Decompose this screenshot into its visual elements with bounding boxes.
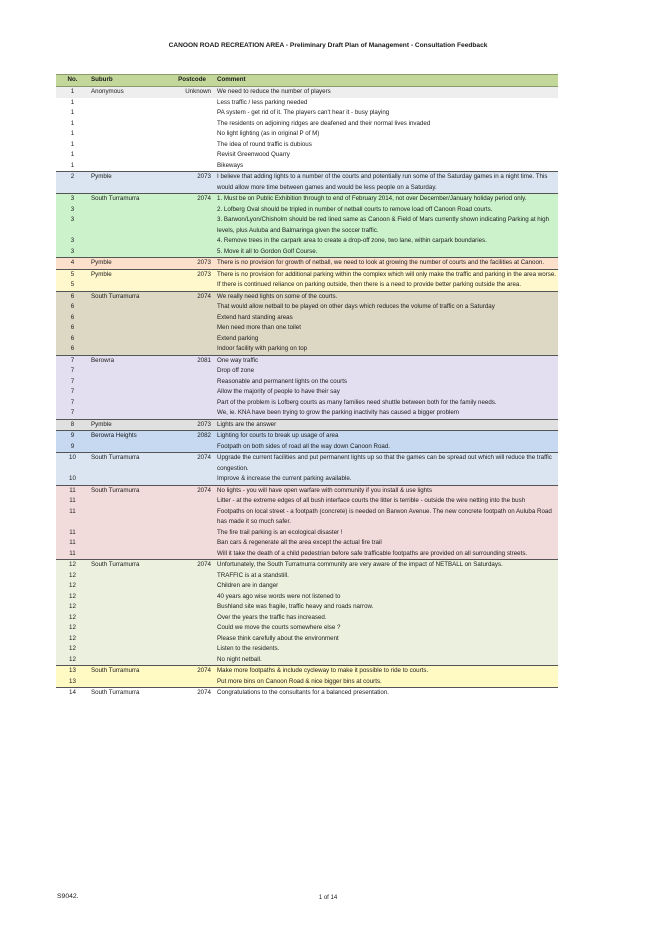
cell-postcode [169, 677, 215, 688]
cell-postcode: 2082 [169, 431, 215, 442]
cell-postcode [169, 571, 215, 582]
table-row [56, 623, 558, 634]
cell-comment: Ban cars & regenerate all the area except the actual fire trail [217, 539, 382, 546]
cell-suburb [89, 528, 169, 539]
table-row [56, 98, 558, 109]
cell-comment: The idea of round traffic is dubious [217, 140, 312, 148]
cell-postcode [169, 215, 215, 236]
cell-suburb [89, 474, 169, 485]
cell-no: 11 [69, 549, 76, 557]
cell-no: 6 [70, 313, 75, 321]
cell-comment: No light lighting (as in original P of M) [217, 130, 320, 137]
table-row [56, 581, 558, 592]
table-row [56, 677, 558, 688]
table-row [56, 119, 558, 130]
cell-no: 11 [56, 485, 89, 496]
cell-suburb [89, 129, 169, 140]
table-row [56, 666, 558, 677]
table-row [56, 344, 558, 355]
cell-no: 4 [56, 258, 89, 270]
table-row [56, 129, 558, 140]
cell-comment: Put more bins on Canoon Road & nice bigger bins at courts. [217, 677, 382, 685]
cell-postcode [169, 442, 215, 453]
cell-postcode: 2074 [169, 666, 215, 677]
cell-postcode [169, 655, 215, 666]
cell-no: 12 [69, 655, 76, 663]
cell-suburb [89, 442, 169, 453]
cell-comment: Less traffic / less parking needed [217, 98, 308, 106]
cell-postcode [169, 236, 215, 247]
cell-no: 10 [56, 453, 89, 475]
cell-comment: If there is continued reliance on parking outside, then there is a need to provide better parking outside the area. [217, 281, 522, 288]
cell-comment: Allow the majority of people to have their say [217, 388, 340, 395]
cell-postcode [169, 247, 215, 258]
cell-suburb: Pymble [89, 269, 169, 280]
table-row [56, 634, 558, 645]
cell-suburb [89, 161, 169, 172]
cell-suburb [89, 387, 169, 398]
cell-comment: Will it take the death of a child pedestrian before safe trafficable footpaths are provided on all surrounding streets. [217, 549, 528, 557]
table-row [56, 236, 558, 247]
cell-suburb: South Turramurra [89, 291, 169, 302]
cell-no: 6 [56, 291, 89, 302]
cell-comment: Part of the problem is Lofberg courts as many families need shuttle between both for the family needs. [217, 398, 497, 406]
table-row [56, 258, 558, 270]
cell-comment: There is no provision for additional parking within the complex which will only make the traffic and parking in the area worse. [215, 269, 558, 280]
table-row [56, 431, 558, 442]
table-row [56, 269, 558, 280]
cell-no: 3 [70, 205, 75, 213]
cell-no: 8 [56, 419, 89, 431]
cell-suburb [89, 98, 169, 109]
document-title: CANOON ROAD RECREATION AREA - Preliminary Draft Plan of Management - Consultation Feedback [168, 42, 488, 49]
document-reference: S9042. [57, 893, 79, 900]
cell-postcode [169, 581, 215, 592]
cell-suburb [89, 366, 169, 377]
cell-no: 12 [69, 634, 76, 642]
cell-suburb [89, 247, 169, 258]
cell-no: 3 [70, 216, 75, 223]
table-row [56, 528, 558, 539]
cell-no: 7 [56, 355, 89, 366]
cell-postcode [169, 98, 215, 109]
cell-suburb: South Turramurra [89, 194, 169, 205]
cell-comment: Bushland site was fragile, traffic heavy and roads narrow. [217, 603, 374, 610]
table-row [56, 549, 558, 560]
cell-suburb [89, 538, 169, 549]
cell-suburb [89, 634, 169, 645]
table-row [56, 560, 558, 571]
table-row [56, 355, 558, 366]
cell-postcode [169, 313, 215, 324]
cell-suburb [89, 280, 169, 291]
cell-postcode [169, 161, 215, 172]
cell-no: 6 [70, 334, 75, 342]
cell-no: 3 [70, 247, 75, 255]
table-row [56, 602, 558, 613]
cell-postcode: 2074 [169, 560, 215, 571]
table-row [56, 485, 558, 496]
cell-postcode: 2074 [169, 485, 215, 496]
cell-no: 7 [70, 388, 75, 395]
cell-postcode: 2073 [169, 269, 215, 280]
cell-comment: I believe that adding lights to a number of the courts and potentially run some of the Saturday games in a night time. This would allow more time between games and would be less people on a Saturday. [215, 172, 558, 194]
table-row [56, 377, 558, 388]
cell-suburb: South Turramurra [89, 688, 169, 699]
cell-postcode [169, 140, 215, 151]
cell-no: 6 [70, 324, 75, 331]
cell-no: 1 [70, 130, 75, 137]
cell-no: 7 [70, 409, 75, 416]
cell-suburb: Pymble [89, 172, 169, 194]
table-row [56, 398, 558, 409]
cell-comment: Over the years the traffic has increased. [217, 613, 327, 621]
cell-comment: That would allow netball to be played on other days which reduces the volume of traffic on a Saturday [217, 303, 495, 310]
cell-comment: Children are in danger [217, 582, 279, 589]
cell-comment: Listen to the residents. [217, 645, 280, 652]
cell-no: 3 [56, 194, 89, 205]
cell-no: 12 [69, 645, 76, 652]
cell-no: 6 [70, 303, 75, 310]
table-row [56, 302, 558, 313]
cell-comment: Extend parking [217, 334, 259, 342]
cell-postcode [169, 366, 215, 377]
cell-no: 9 [56, 431, 89, 442]
cell-postcode [169, 334, 215, 345]
cell-postcode: 2081 [169, 355, 215, 366]
cell-comment: Indoor facility with parking on top [217, 345, 308, 352]
cell-suburb [89, 677, 169, 688]
table-row [56, 108, 558, 119]
cell-comment: Reasonable and permanent lights on the courts [217, 377, 348, 385]
table-row [56, 291, 558, 302]
cell-suburb [89, 655, 169, 666]
cell-no: 12 [69, 603, 76, 610]
page-number: 1 of 14 [318, 895, 338, 901]
cell-suburb [89, 313, 169, 324]
cell-no: 5 [70, 281, 75, 288]
cell-suburb [89, 377, 169, 388]
table-row [56, 496, 558, 507]
cell-comment: Litter - at the extreme edges of all bush interface courts the litter is terrible - outside the wire netting into the bush [217, 497, 526, 504]
table-row [56, 507, 558, 528]
cell-comment: Improve & increase the current parking available. [217, 475, 352, 482]
cell-suburb [89, 571, 169, 582]
cell-postcode: 2074 [169, 688, 215, 699]
cell-suburb: South Turramurra [89, 560, 169, 571]
cell-no: 1 [70, 119, 75, 127]
cell-suburb: Berowra [89, 355, 169, 366]
cell-suburb [89, 507, 169, 528]
cell-postcode [169, 344, 215, 355]
cell-no: 1 [70, 161, 75, 169]
cell-comment: Could we move the courts somewhere else ? [217, 624, 341, 631]
cell-suburb [89, 623, 169, 634]
table-row [56, 172, 558, 194]
cell-suburb [89, 323, 169, 334]
cell-no: 13 [69, 677, 76, 685]
cell-comment: Footpaths on local street - a footpath (concrete) is needed on Barwon Avenue. The new concrete footpath on Auluba Road has made it so much safer. [217, 507, 552, 525]
table-row [56, 688, 558, 699]
cell-no: 10 [69, 475, 76, 482]
cell-postcode: 2074 [169, 453, 215, 475]
cell-comment: Please think carefully about the environment [217, 634, 339, 642]
cell-no: 1 [70, 98, 75, 106]
cell-comment: Men need more than one toilet [217, 324, 301, 331]
cell-no: 11 [69, 528, 76, 536]
cell-no: 11 [69, 539, 76, 546]
table-row [56, 571, 558, 582]
table-row [56, 161, 558, 172]
cell-comment: 4. Remove trees in the carpark area to create a drop-off zone, two lane, within carpark boundaries. [217, 237, 487, 244]
cell-comment: The residents on adjoining ridges are deafened and their normal lives invaded [217, 119, 431, 127]
table-row [56, 280, 558, 291]
cell-postcode: 2073 [169, 172, 215, 194]
cell-suburb [89, 108, 169, 119]
cell-no: 5 [56, 269, 89, 280]
cell-comment: Revisit Greenwood Quarry [217, 151, 290, 158]
cell-no: 12 [69, 624, 76, 631]
cell-postcode: 2074 [169, 194, 215, 205]
cell-comment: Bikeways [217, 161, 244, 169]
cell-postcode [169, 108, 215, 119]
cell-comment: No lights - you will have open warfare with community if you install & use lights [215, 485, 558, 496]
table-row [56, 215, 558, 236]
table-row [56, 140, 558, 151]
cell-postcode [169, 280, 215, 291]
cell-comment: 5. Move it all to Gordon Golf Course. [217, 247, 318, 255]
cell-no: 1 [56, 87, 89, 98]
cell-postcode [169, 507, 215, 528]
cell-comment: Drop off zone [217, 367, 255, 374]
cell-no: 12 [69, 582, 76, 589]
cell-postcode [169, 387, 215, 398]
cell-no: 6 [70, 345, 75, 352]
cell-suburb [89, 581, 169, 592]
cell-suburb: Pymble [89, 419, 169, 431]
cell-suburb [89, 140, 169, 151]
cell-comment: Make more footpaths & include cycleway to make it possible to ride to courts. [215, 666, 558, 677]
table-row [56, 334, 558, 345]
cell-no: 1 [70, 109, 75, 116]
table-row [56, 150, 558, 161]
cell-no: 2 [56, 172, 89, 194]
cell-postcode [169, 205, 215, 216]
cell-no: 12 [69, 571, 76, 579]
cell-suburb [89, 592, 169, 603]
table-row [56, 538, 558, 549]
cell-no: 7 [70, 398, 75, 406]
cell-postcode [169, 408, 215, 419]
cell-comment: 2. Lofberg Oval should be tripled in number of netball courts to remove load off Canoon Road courts. [217, 205, 493, 213]
cell-suburb [89, 602, 169, 613]
cell-postcode [169, 644, 215, 655]
cell-suburb [89, 408, 169, 419]
cell-postcode [169, 623, 215, 634]
table-row [56, 644, 558, 655]
table-row [56, 655, 558, 666]
cell-postcode: 2074 [169, 291, 215, 302]
table-row [56, 366, 558, 377]
cell-postcode [169, 302, 215, 313]
cell-postcode [169, 150, 215, 161]
cell-comment: 40 years ago wise words were not listened to [217, 592, 341, 600]
cell-comment: Footpath on both sides of road all the way down Canoon Road. [217, 442, 391, 450]
table-row [56, 87, 558, 98]
cell-no: 14 [56, 688, 89, 699]
cell-suburb [89, 344, 169, 355]
cell-postcode [169, 323, 215, 334]
cell-comment: There is no provision for growth of netball, we need to look at growing the number of courts and the facilities at Canoon. [215, 258, 558, 270]
table-row [56, 613, 558, 624]
table-row [56, 453, 558, 475]
cell-postcode [169, 129, 215, 140]
cell-comment: We really need lights on some of the courts. [215, 291, 558, 302]
cell-no: 7 [70, 377, 75, 385]
cell-comment: 1. Must be on Public Exhibition through to end of February 2014, not over December/January holiday period only. [215, 194, 558, 205]
cell-suburb: Pymble [89, 258, 169, 270]
header-suburb: Suburb [89, 75, 169, 87]
table-row [56, 387, 558, 398]
cell-postcode: Unknown [169, 87, 215, 98]
cell-postcode [169, 602, 215, 613]
cell-postcode: 2073 [169, 419, 215, 431]
cell-comment: Congratulations to the consultants for a balanced presentation. [215, 688, 558, 699]
header-comment: Comment [215, 75, 558, 87]
cell-postcode [169, 377, 215, 388]
cell-postcode [169, 592, 215, 603]
cell-no: 1 [70, 140, 75, 148]
cell-no: 9 [70, 442, 75, 450]
cell-comment: We need to reduce the number of players [215, 87, 558, 98]
cell-no: 11 [69, 507, 76, 515]
cell-suburb [89, 150, 169, 161]
cell-suburb: Anonymous [89, 87, 169, 98]
cell-comment: One way traffic [215, 355, 558, 366]
table-row [56, 474, 558, 485]
cell-comment: PA system - get rid of it. The players can't hear it - busy playing [217, 109, 390, 116]
cell-comment: We, ie. KNA have been trying to grow the parking inactivity has caused a bigger problem [217, 409, 460, 416]
cell-suburb [89, 644, 169, 655]
cell-no: 13 [56, 666, 89, 677]
cell-suburb [89, 215, 169, 236]
cell-suburb [89, 205, 169, 216]
cell-suburb [89, 398, 169, 409]
table-row [56, 194, 558, 205]
cell-comment: 3. Barwon/Lyon/Chisholm should be red lined same as Canoon & Field of Mars currently shown indicating Parking at high levels, plus Auluba and Balmaringa given the soccer traffic. [217, 216, 550, 234]
feedback-table [56, 74, 558, 699]
cell-no: 12 [69, 592, 76, 600]
table-row [56, 323, 558, 334]
cell-no: 1 [70, 151, 75, 158]
cell-postcode [169, 634, 215, 645]
cell-suburb [89, 334, 169, 345]
table-row [56, 205, 558, 216]
cell-suburb [89, 549, 169, 560]
cell-suburb: Berowra Heights [89, 431, 169, 442]
cell-comment: Upgrade the current facilities and put permanent lights up so that the games can be spread out which will reduce the traffic congestion. [215, 453, 558, 475]
table-row [56, 408, 558, 419]
cell-postcode [169, 538, 215, 549]
cell-postcode [169, 474, 215, 485]
cell-suburb [89, 496, 169, 507]
header-postcode: Postcode [169, 75, 215, 87]
cell-no: 7 [70, 367, 75, 374]
cell-suburb: South Turramurra [89, 666, 169, 677]
cell-suburb [89, 119, 169, 130]
cell-suburb: South Turramurra [89, 453, 169, 475]
cell-no: 12 [69, 613, 76, 621]
table-row [56, 592, 558, 603]
table-row [56, 442, 558, 453]
cell-no: 3 [70, 237, 75, 244]
cell-postcode [169, 549, 215, 560]
cell-comment: Lights are the answer [215, 419, 558, 431]
cell-postcode [169, 528, 215, 539]
table-body [56, 87, 558, 699]
cell-suburb [89, 302, 169, 313]
cell-comment: Extend hard standing areas [217, 313, 293, 321]
cell-postcode [169, 496, 215, 507]
cell-postcode [169, 398, 215, 409]
cell-comment: Unfortunately, the South Turramurra community are very aware of the impact of NETBALL on Saturdays. [215, 560, 558, 571]
cell-suburb [89, 236, 169, 247]
cell-comment: TRAFFIC is at a standstill. [217, 571, 289, 579]
cell-comment: Lighting for courts to break up usage of area [215, 431, 558, 442]
cell-suburb: South Turramurra [89, 485, 169, 496]
cell-no: 11 [69, 497, 76, 504]
cell-comment: No night netball. [217, 655, 262, 663]
table-row [56, 247, 558, 258]
table-row [56, 313, 558, 324]
cell-suburb [89, 613, 169, 624]
cell-postcode: 2073 [169, 258, 215, 270]
header-no: No. [56, 75, 89, 87]
table-header-row [56, 75, 558, 87]
table-row [56, 419, 558, 431]
cell-comment: The fire trail parking is an ecological disaster ! [217, 528, 343, 536]
cell-no: 12 [56, 560, 89, 571]
cell-postcode [169, 119, 215, 130]
cell-postcode [169, 613, 215, 624]
